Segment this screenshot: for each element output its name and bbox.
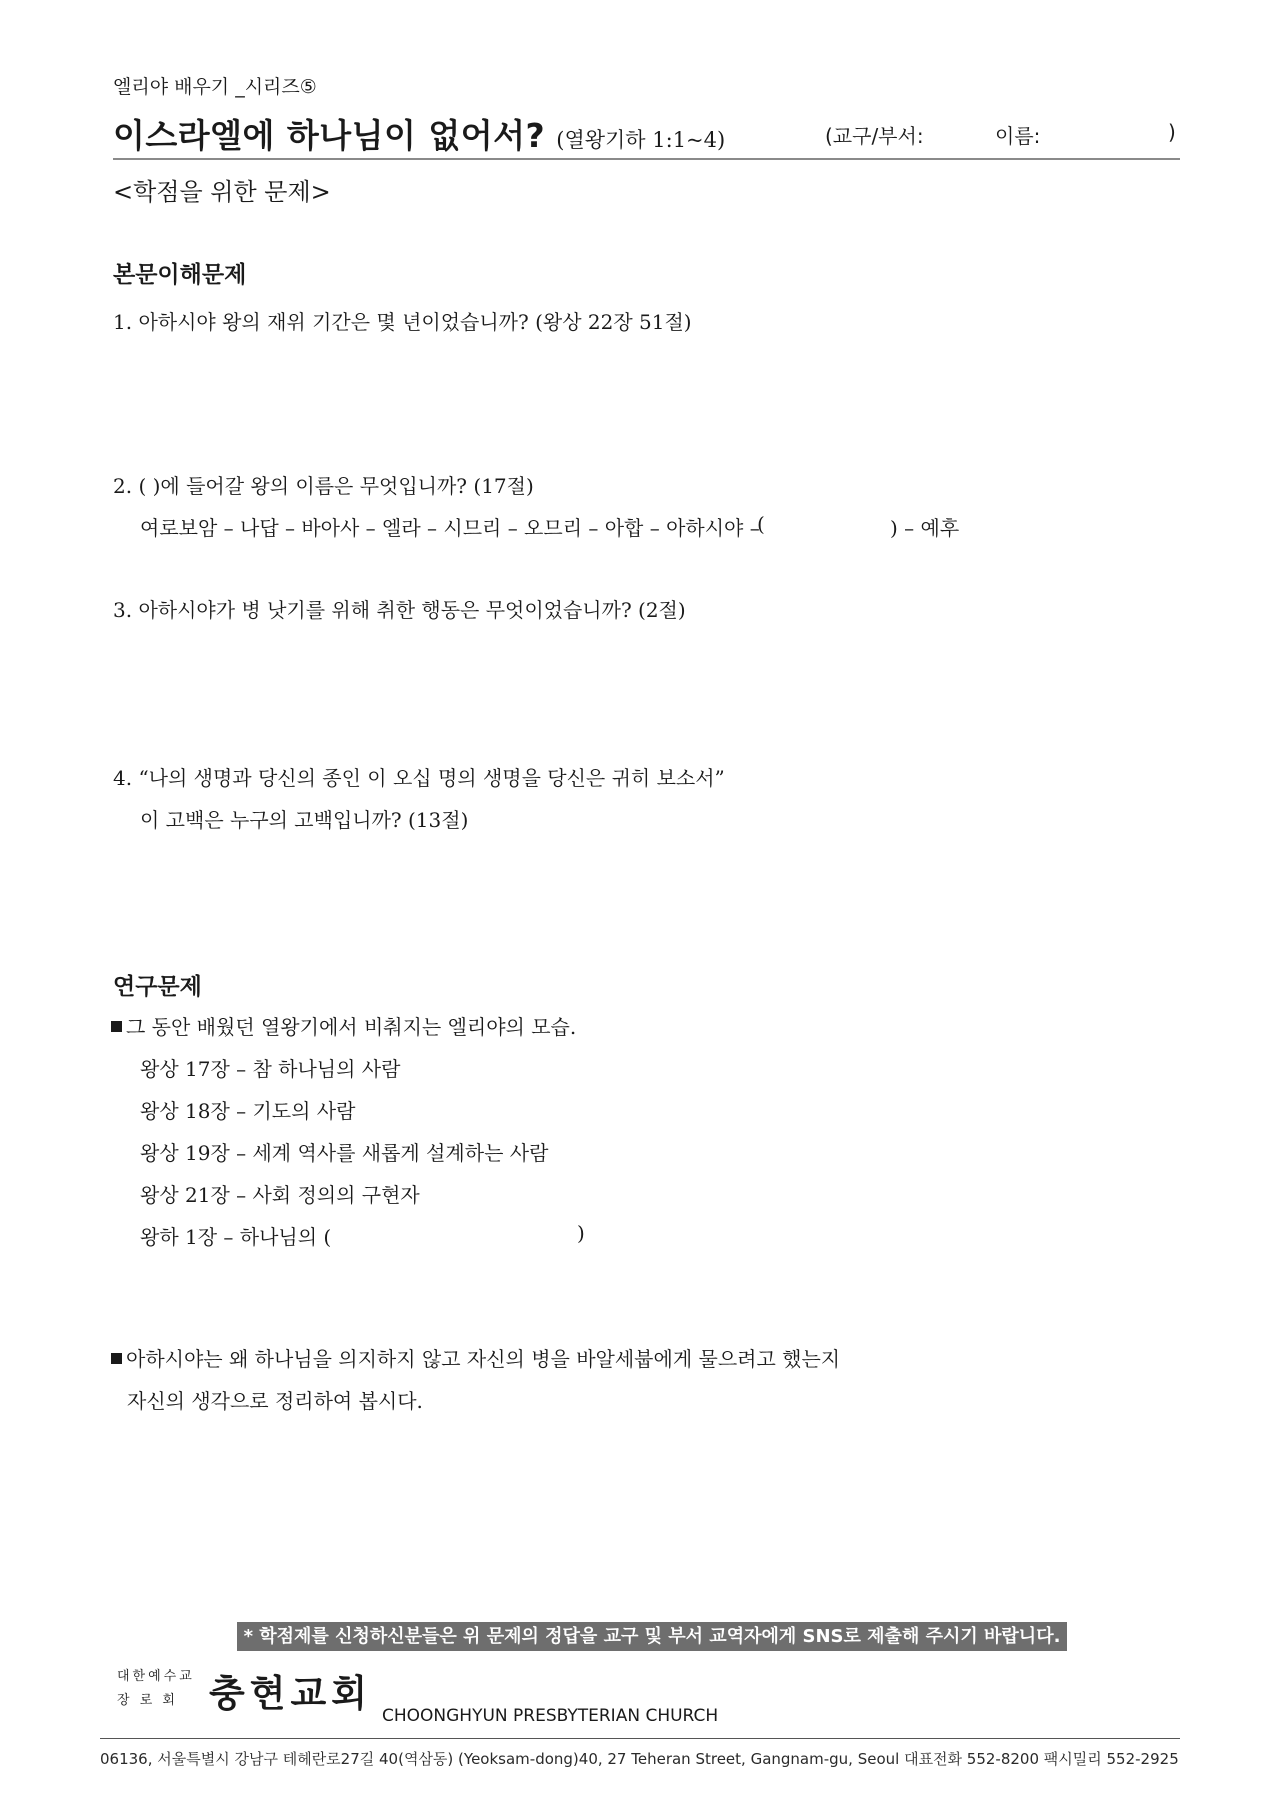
question-2-king-sequence: 여로보암 – 나답 – 바아사 – 엘라 – 시므리 – 오므리 – 아합 – 아하시야 – [140,516,760,540]
list-item: 왕상 18장 – 기도의 사람 [140,1099,356,1123]
list-item: 왕상 17장 – 참 하나님의 사람 [140,1057,401,1081]
question-2-blank-close: ) – 예후 [890,516,960,540]
church-name-calligraphy: 충현교회 [209,1671,372,1715]
church-address: 06136, 서울특별시 강남구 테헤란로27길 40(역삼동) (Yeoksam-dong)40, 27 Teheran Street, Gangnam-gu, Seoul 대표전화 552-8200 팩시밀리 552-2925 [100,1750,1179,1768]
subtitle: <학점을 위한 문제> [113,178,331,206]
list-item: 왕상 21장 – 사회 정의의 구현자 [140,1183,420,1207]
list-item: 왕상 19장 – 세계 역사를 새롭게 설계하는 사람 [140,1141,549,1165]
question-1: 1. 아하시야 왕의 재위 기간은 몇 년이었습니까? (왕상 22장 51절) [113,310,692,334]
research-bullet-1 [111,1011,576,1040]
header-close-paren: ) [1168,120,1176,144]
church-name-english: CHOONGHYUN PRESBYTERIAN CHURCH [382,1706,719,1726]
research-bullet-1-text: 그 동안 배웠던 열왕기에서 비춰지는 엘리야의 모습. [126,1015,577,1039]
section-heading-comprehension: 본문이해문제 [113,262,247,288]
list-item-blank-close: ) [577,1221,585,1245]
question-3: 3. 아하시야가 병 낫기를 위해 취한 행동은 무엇이었습니까? (2절) [113,598,686,622]
question-4-quote: 4. “나의 생명과 당신의 종인 이 오십 명의 생명을 당신은 귀히 보소서” [113,766,725,790]
submission-notice: * 학점제를 신청하신분들은 위 문제의 정답을 교구 및 부서 교역자에게 SNS로 제출해 주시기 바랍니다. [237,1622,1067,1651]
church-logo [117,1663,372,1717]
research-bullet-2-continued: 자신의 생각으로 정리하여 봅시다. [127,1389,423,1413]
question-2: 2. ( )에 들어갈 왕의 이름은 무엇입니까? (17절) [113,474,534,498]
research-bullet-2-text: 아하시야는 왜 하나님을 의지하지 않고 자신의 병을 바알세붑에게 물으려고 했는지 [126,1347,841,1371]
footer-divider [100,1738,1180,1739]
series-label: 엘리야 배우기 _시리즈⑤ [113,76,317,98]
header-divider [113,158,1180,160]
question-4-prompt: 이 고백은 누구의 고백입니까? (13절) [140,808,469,832]
denomination-label: 대한예수교 장 로 회 [117,1669,195,1708]
square-bullet-icon [111,1021,122,1032]
page-title: 이스라엘에 하나님이 없어서? [113,116,546,155]
department-label: (교구/부서: [825,124,924,148]
name-label: 이름: [995,124,1041,148]
question-2-blank-open: ( [757,512,765,536]
title-row [113,110,725,157]
list-item: 왕하 1장 – 하나님의 ( [140,1225,332,1249]
research-bullet-2 [111,1343,840,1372]
square-bullet-icon [111,1353,122,1364]
section-heading-research: 연구문제 [113,974,202,1000]
scripture-reference: (열왕기하 1:1~4) [556,128,726,152]
